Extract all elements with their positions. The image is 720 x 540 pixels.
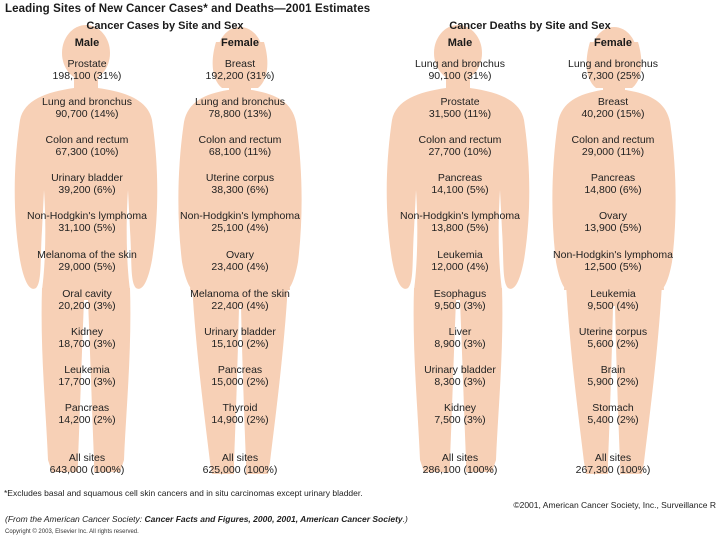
site-name: Ovary [225, 249, 254, 261]
site-value: 9,500 (4%) [587, 300, 639, 312]
site-name: Leukemia [437, 249, 483, 261]
site-value: 68,100 (11%) [208, 146, 272, 158]
site-entry [533, 402, 693, 426]
site-entry [533, 96, 693, 120]
site-value: 286,100 (100%) [422, 464, 498, 476]
site-value: 198,100 (31%) [52, 70, 122, 82]
site-entry [380, 134, 540, 158]
site-name: Ovary [598, 210, 627, 222]
site-entry [7, 134, 167, 158]
site-value: 31,100 (5%) [58, 222, 116, 234]
site-value: 17,700 (3%) [58, 376, 116, 388]
deaths-female-label: Female [594, 37, 632, 49]
site-entry [533, 288, 693, 312]
cases-female-label: Female [221, 37, 259, 49]
site-value: 23,400 (4%) [211, 261, 269, 273]
site-name: Urinary bladder [204, 326, 276, 338]
site-value: 67,300 (10%) [55, 146, 119, 158]
site-value: 15,000 (2%) [211, 376, 269, 388]
site-entry [160, 134, 320, 158]
site-name: Leukemia [64, 364, 110, 376]
site-name: Leukemia [590, 288, 636, 300]
site-value: 78,800 (13%) [208, 108, 272, 120]
site-value: 20,200 (3%) [58, 300, 116, 312]
site-entry [533, 172, 693, 196]
site-name: Kidney [443, 402, 477, 414]
site-value: 13,900 (5%) [584, 222, 642, 234]
source-citation [5, 514, 408, 524]
site-entry [7, 58, 167, 82]
site-name: Liver [448, 326, 472, 338]
deaths-male-label: Male [447, 37, 473, 49]
site-name: All sites [221, 452, 259, 464]
site-name: Pancreas [217, 364, 263, 376]
site-name: Brain [600, 364, 626, 376]
site-entry [380, 402, 540, 426]
site-value: 27,700 (10%) [428, 146, 492, 158]
site-entry [533, 326, 693, 350]
site-value: 7,500 (3%) [434, 414, 486, 426]
site-value: 67,300 (25%) [581, 70, 645, 82]
site-entry [380, 210, 540, 234]
site-entry [380, 96, 540, 120]
site-name: Non-Hodgkin's lymphoma [180, 210, 300, 222]
site-name: Uterine corpus [578, 326, 648, 338]
all-sites-entry [7, 452, 167, 476]
site-name: Esophagus [433, 288, 487, 300]
footnote: *Excludes basal and squamous cell skin cancers and in situ carcinomas except urinary bladder. [4, 488, 363, 498]
site-entry [533, 249, 693, 273]
site-value: 8,300 (3%) [434, 376, 486, 388]
site-value: 625,000 (100%) [202, 464, 278, 476]
source-suffix: .) [402, 514, 408, 524]
site-value: 12,000 (4%) [431, 261, 489, 273]
site-name: Thyroid [222, 402, 258, 414]
site-value: 14,100 (5%) [431, 184, 489, 196]
site-name: Breast [224, 58, 256, 70]
site-entry [7, 402, 167, 426]
source-title: Cancer Facts and Figures, 2000, 2001, American Cancer Society [144, 514, 403, 524]
all-sites-entry [380, 452, 540, 476]
site-value: 22,400 (4%) [211, 300, 269, 312]
cases-male-label: Male [74, 37, 100, 49]
site-entry [7, 249, 167, 273]
site-name: Urinary bladder [424, 364, 496, 376]
site-name: Pancreas [590, 172, 636, 184]
site-name: Melanoma of the skin [190, 288, 290, 300]
site-value: 25,100 (4%) [211, 222, 269, 234]
site-entry [533, 134, 693, 158]
site-value: 643,000 (100%) [49, 464, 125, 476]
site-name: Uterine corpus [205, 172, 275, 184]
site-entry [7, 96, 167, 120]
site-entry [7, 326, 167, 350]
site-value: 5,400 (2%) [587, 414, 639, 426]
site-name: Lung and bronchus [42, 96, 132, 108]
source-prefix: (From the American Cancer Society: [5, 514, 145, 524]
site-value: 5,600 (2%) [587, 338, 639, 350]
figure-title: Leading Sites of New Cancer Cases* and Deaths—2001 Estimates [5, 3, 371, 15]
copyright-notice: ©2001, American Cancer Society, Inc., Surveillance R [513, 500, 716, 510]
site-value: 29,000 (11%) [581, 146, 645, 158]
site-entry [380, 288, 540, 312]
site-name: Colon and rectum [198, 134, 282, 146]
site-value: 90,700 (14%) [55, 108, 119, 120]
site-name: Prostate [67, 58, 107, 70]
site-entry [160, 58, 320, 82]
site-value: 31,500 (11%) [428, 108, 492, 120]
deaths-panel-heading: Cancer Deaths by Site and Sex [449, 20, 611, 32]
site-entry [160, 364, 320, 388]
site-name: Urinary bladder [51, 172, 123, 184]
site-name: Pancreas [437, 172, 483, 184]
site-entry [160, 210, 320, 234]
all-sites-entry [533, 452, 693, 476]
site-name: Colon and rectum [571, 134, 655, 146]
site-name: Lung and bronchus [568, 58, 658, 70]
site-name: All sites [441, 452, 479, 464]
elsevier-copyright: Copyright © 2003, Elsevier Inc. All rights reserved. [5, 529, 139, 535]
site-name: Pancreas [64, 402, 110, 414]
site-value: 9,500 (3%) [434, 300, 486, 312]
site-entry [380, 58, 540, 82]
site-entry [160, 288, 320, 312]
site-entry [380, 364, 540, 388]
site-name: Colon and rectum [418, 134, 502, 146]
site-entry [380, 326, 540, 350]
site-value: 13,800 (5%) [431, 222, 489, 234]
site-entry [160, 402, 320, 426]
site-name: Non-Hodgkin's lymphoma [27, 210, 147, 222]
site-name: Lung and bronchus [415, 58, 505, 70]
site-value: 5,900 (2%) [587, 376, 639, 388]
site-entry [160, 326, 320, 350]
site-name: Prostate [440, 96, 480, 108]
site-entry [160, 96, 320, 120]
site-name: Lung and bronchus [195, 96, 285, 108]
site-value: 14,900 (2%) [211, 414, 269, 426]
site-name: Non-Hodgkin's lymphoma [553, 249, 673, 261]
site-value: 267,300 (100%) [575, 464, 651, 476]
site-entry [7, 210, 167, 234]
site-value: 192,200 (31%) [205, 70, 275, 82]
site-entry [160, 249, 320, 273]
site-entry [533, 210, 693, 234]
site-value: 15,100 (2%) [211, 338, 269, 350]
site-name: Oral cavity [62, 288, 112, 300]
site-value: 14,800 (6%) [584, 184, 642, 196]
site-value: 40,200 (15%) [581, 108, 645, 120]
site-entry [533, 364, 693, 388]
site-value: 38,300 (6%) [211, 184, 269, 196]
site-value: 8,900 (3%) [434, 338, 486, 350]
site-name: All sites [68, 452, 106, 464]
site-name: Breast [597, 96, 629, 108]
site-name: All sites [594, 452, 632, 464]
site-name: Kidney [70, 326, 104, 338]
site-value: 39,200 (6%) [58, 184, 116, 196]
site-entry [160, 172, 320, 196]
site-value: 90,100 (31%) [428, 70, 492, 82]
site-value: 12,500 (5%) [584, 261, 642, 273]
cases-panel-heading: Cancer Cases by Site and Sex [86, 20, 244, 32]
site-entry [7, 172, 167, 196]
site-entry [380, 249, 540, 273]
site-value: 29,000 (5%) [58, 261, 116, 273]
site-entry [7, 364, 167, 388]
site-name: Colon and rectum [45, 134, 129, 146]
site-name: Melanoma of the skin [37, 249, 137, 261]
site-value: 18,700 (3%) [58, 338, 116, 350]
site-name: Stomach [592, 402, 634, 414]
site-name: Non-Hodgkin's lymphoma [400, 210, 520, 222]
site-entry [380, 172, 540, 196]
site-value: 14,200 (2%) [58, 414, 116, 426]
site-entry [7, 288, 167, 312]
all-sites-entry [160, 452, 320, 476]
site-entry [533, 58, 693, 82]
